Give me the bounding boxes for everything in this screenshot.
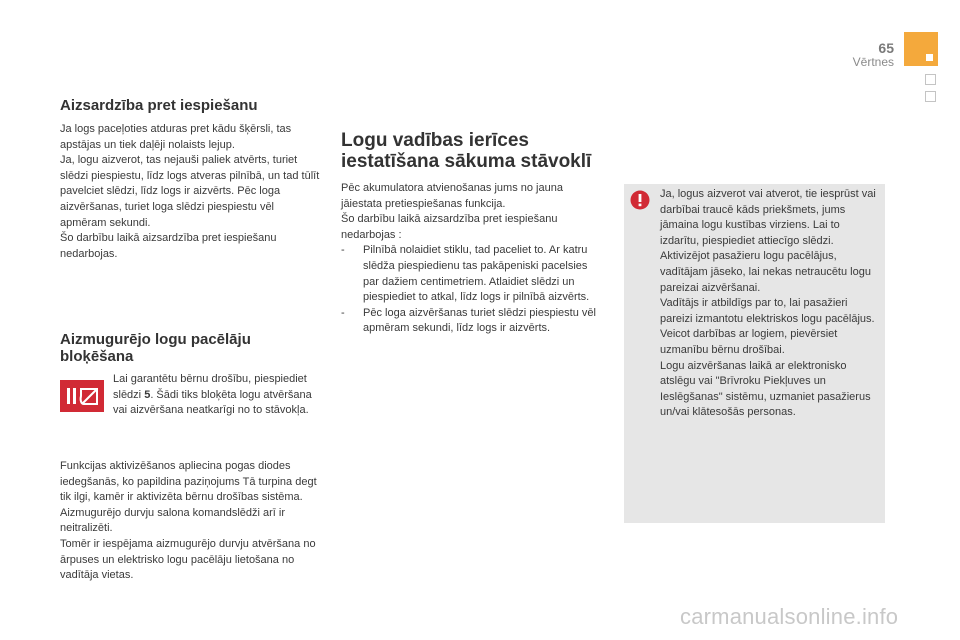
heading-line: bloķēšana [60,348,134,365]
paragraph: Ja, logu aizverot, tas nejauši paliek atvērts, turiet slēdzi piespiestu, līdz logs atveras pilnībā, un tad tūlīt pavelciet slēdzi, līdz logs ir aizvērts. Pēc loga aizvēršanas, turiet loga slēdzi piespiestu vēl apmēram sekundi. [60,154,320,229]
heading-anti-pinch: Aizsardzība pret iespiešanu [60,97,258,114]
warning-icon [630,190,650,215]
section-name: Vērtnes [852,55,894,69]
anti-pinch-text [60,122,322,262]
heading-line: iestatīšana sākuma stāvoklī [341,151,592,172]
intro-text: Lai garantētu bērnu drošību, piespiediet slēdzi [113,373,307,401]
paragraph: Veicot darbības ar logiem, pievērsiet uzmanību bērnu drošībai. [660,328,838,356]
paragraph: Tomēr ir iespējama aizmugurējo durvju atvēršana no ārpuses un elektrisko logu pacēlāju lietošana no vadītāja vietas. [60,537,316,582]
paragraph: Vadītājs ir atbildīgs par to, lai pasažieri pareizi izmantotu elektriskos logu pacēlājus. [660,297,875,325]
heading-reset [341,130,591,172]
paragraph: Aizmugurējo durvju salona komandslēdži arī ir neitralizēti. [60,506,285,535]
reset-text [341,181,603,337]
rear-lock-text [60,459,322,584]
list-item [341,243,603,305]
paragraph: Ja logs paceļoties atduras pret kādu šķērsli, tas apstājas un tiek daļēji nolaists lejup. [60,123,292,151]
chapter-marker-square [925,91,936,102]
bullet-marker: - [341,306,345,319]
paragraph: Ja, logus aizverot vai atverot, tie iesprūst vai darbībai traucē kāds priekšmets, jums jāmaina logu kustības virziens. Lai to izdarītu, piespiediet attiecīgo slēdzi. [660,188,876,247]
paragraph: Šo darbību laikā aizsardzība pret iespiešanu nedarbojas. [60,232,277,260]
heading-rear-lock [60,331,251,365]
intro-text: . Šādi tiks bloķēta logu atvēršana vai aizvēršana neatkarīgi no to stāvokļa. [113,388,312,417]
heading-line: Logu vadības ierīces [341,130,529,151]
list-item [341,306,603,337]
watermark: carmanualsonline.info [680,604,899,629]
paragraph: Logu aizvēršanas laikā ar elektronisko atslēgu vai "Brīvroku Piekļuves un Ieslēgšanas" sistēmu, uzmaniet pasažierus un/vai klātesošās personas. [660,359,871,419]
rear-lock-intro [113,372,323,419]
tab-marker [926,54,933,61]
heading-line: Aizmugurējo logu pacēlāju [60,331,251,348]
warning-text [660,187,880,421]
chapter-tab [904,32,938,66]
list-item-text: Pilnībā nolaidiet stiklu, tad paceliet to. Ar katru slēdža piespiedienu tas pakāpeniski pacelsies par dažiem centimetriem. Atlaidiet slēdzi un piespiediet to atkal, līdz logs ir pilnībā aizvērts. [363,244,590,304]
paragraph: Funkcijas aktivizēšanos apliecina pogas diodes iedegšanās, ko papildina paziņojums Tā turpina degt tik ilgi, kamēr ir aktivizēta bērnu drošības sistēma. [60,460,317,504]
bullet-marker: - [341,244,345,257]
rear-window-lock-icon [60,380,104,412]
list-item-text: Pēc loga aizvēršanas turiet slēdzi piespiestu vēl apmēram sekundi, līdz logs ir aizvērts. [363,306,596,335]
paragraph: Šo darbību laikā aizsardzība pret iespiešanu nedarbojas : [341,213,558,241]
chapter-marker-square [925,74,936,85]
paragraph: Aktivizējot pasažieru logu pacēlājus, vadītājam jāseko, lai nekas netraucētu logu pareizai aizvēršanai. [660,250,871,294]
page-number: 65 [878,40,894,56]
paragraph: Pēc akumulatora atvienošanas jums no jauna jāiestata pretiespiešanas funkcija. [341,182,563,210]
switch-number: 5 [144,388,151,401]
